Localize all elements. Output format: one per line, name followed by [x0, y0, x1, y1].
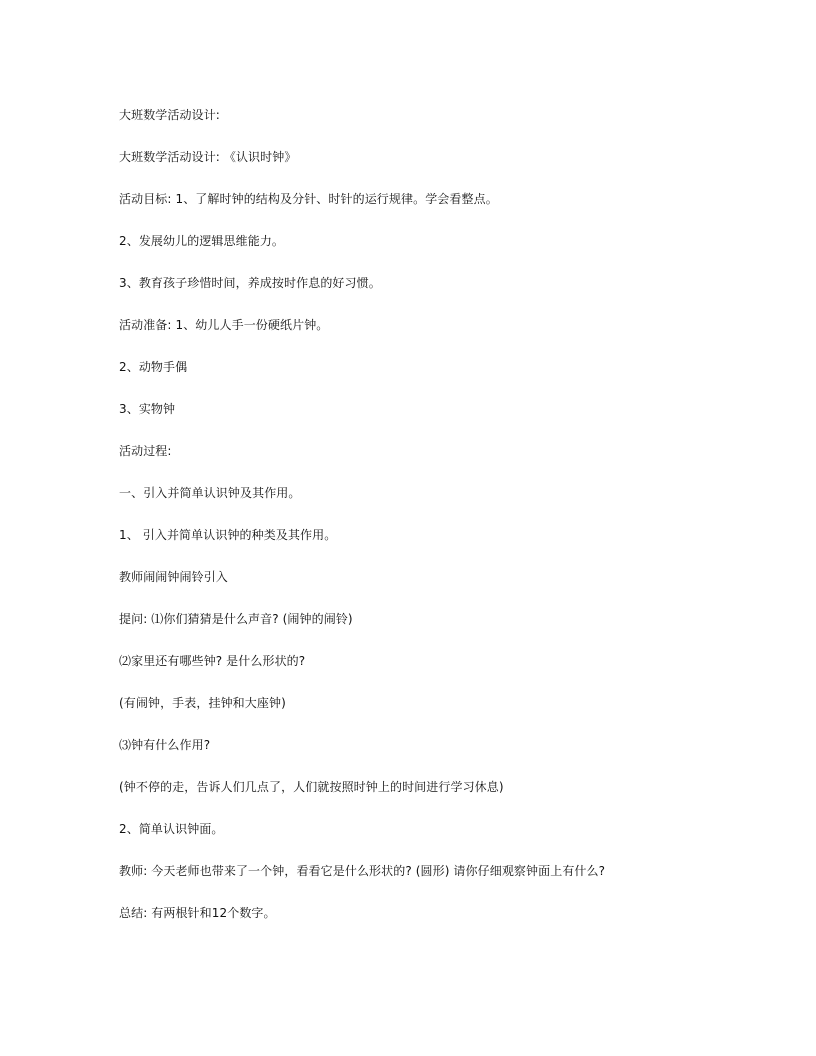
paragraph-line: 教师闹闹钟闹铃引入: [119, 570, 228, 584]
document-body: [119, 107, 699, 947]
question-line: ⑵家里还有哪些钟? 是什么形状的?: [119, 654, 306, 668]
preparation-item: 2、动物手偶: [119, 360, 188, 374]
title-line: 大班数学活动设计: 《认识时钟》: [119, 150, 297, 164]
summary-line: 总结: 有两根针和12个数字。: [119, 906, 276, 920]
answer-line: (有闹钟，手表，挂钟和大座钟): [119, 696, 286, 710]
section-heading: 一、引入并简单认识钟及其作用。: [119, 486, 301, 500]
question-line: 提问: ⑴你们猜猜是什么声音? (闹钟的闹铃): [119, 612, 353, 626]
paragraph-line: 教师: 今天老师也带来了一个钟，看看它是什么形状的? (圆形) 请你仔细观察钟面上有什么?: [119, 864, 606, 878]
objective-item: 2、发展幼儿的逻辑思维能力。: [119, 234, 285, 248]
answer-line: (钟不停的走，告诉人们几点了，人们就按照时钟上的时间进行学习休息): [119, 780, 504, 794]
objective-item: 3、教育孩子珍惜时间，养成按时作息的好习惯。: [119, 276, 381, 290]
question-line: ⑶钟有什么作用?: [119, 738, 211, 752]
subsection-heading: 2、简单认识钟面。: [119, 822, 224, 836]
preparation-item: 3、实物钟: [119, 402, 176, 416]
heading-line: 大班数学活动设计:: [119, 108, 220, 122]
subsection-heading: 1、 引入并简单认识钟的种类及其作用。: [119, 528, 337, 542]
process-heading: 活动过程:: [119, 444, 172, 458]
preparation-line: 活动准备: 1、幼儿人手一份硬纸片钟。: [119, 318, 329, 332]
objective-line: 活动目标: 1、了解时钟的结构及分针、时针的运行规律。学会看整点。: [119, 192, 498, 206]
